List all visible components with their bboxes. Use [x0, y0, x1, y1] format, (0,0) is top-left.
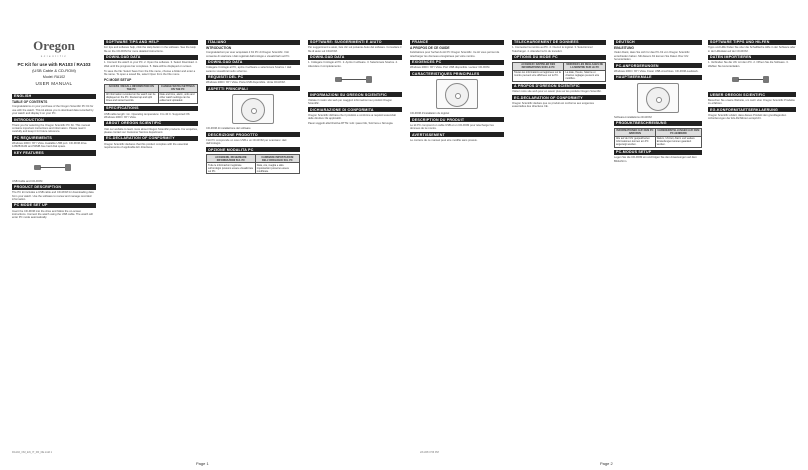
- italiano-header: ITALIANO: [206, 40, 300, 45]
- descrizione-header: DESCRIZIONE PRODOTTO: [206, 132, 300, 137]
- user-manual-title: USER MANUAL: [35, 81, 73, 86]
- table-cell: La date, l'heure, l'alarme et d'autres reglages peuvent etre modifies.: [564, 70, 606, 81]
- figure-caption: CD-ROM di installazione del software: [206, 127, 251, 131]
- software-tips-header: SOFTWARE TIPS AND HELP: [104, 40, 198, 45]
- column-deutsch-tips: [708, 38, 796, 122]
- table-cell: Data, ora, sveglia e altre impostazioni possono essere modificate.: [255, 163, 299, 174]
- ec-declaration-fr-header: EC-DECLARATION OF CONFORMITY: [512, 95, 606, 100]
- hauptmerkmale-header: HAUPTMERKMALE: [614, 75, 702, 80]
- column-deutsch: [614, 38, 702, 165]
- cd-illustration-fr: [436, 79, 478, 109]
- body-text: For tips and software help, click the Help button in the software. See the Help file on the CD-ROM for more detailed instructions.: [104, 46, 196, 53]
- table-cell: Alle auf der Uhr gespeicherten Informationen konnen am PC angezeigt werden.: [615, 136, 656, 147]
- column-french-tips: [512, 38, 606, 110]
- body-text: Paesi soggetti alla Direttiva RTTE: tutti i paesi UE, Svizzera e Norvegia.: [308, 122, 394, 125]
- body-text: Collegare l'orologio al PC, aprire il software e selezionare Scarica. I dati saranno visualizzati sullo schermo.: [206, 66, 292, 73]
- body-text: Il kit PC comprende un cavo USB e un CD-ROM per scaricare i dati dall'orologio.: [206, 138, 287, 146]
- requisiti-header: REQUISITI DEL PC: [206, 75, 300, 80]
- deutsch-tips-header: SOFTWARE TIPPS UND HILFEN: [708, 40, 796, 45]
- column-italiano-tips: [308, 38, 402, 127]
- daten-import-header: DATEN IMPORTIEREN: [708, 55, 796, 60]
- column-english-intro: [12, 92, 96, 221]
- body-text: Le kit PC comprend un cable USB et un CD-ROM pour telecharger les donnees de la montre.: [410, 123, 494, 131]
- table-header-col1-de: INFORMATIONEN AUF DEM PC ABRUFEN: [616, 129, 654, 136]
- pc-modus-header: PC-MODUS SETUP: [614, 150, 702, 155]
- pc-mode-table: [104, 84, 198, 104]
- body-text: Felicitations pour l'achat du kit PC Oregon Scientific. Ce kit vous permet de telecharger les donnees enregistrees par votre montre.: [410, 51, 500, 58]
- pc-mode-table-de: [614, 128, 702, 148]
- introduzione-sub: INTRODUCTION: [206, 46, 232, 51]
- body-text: 1. Collegare l'orologio al PC. 2. Aprire il software. 3. Selezionare Scarica. 4. Attendere il completamento.: [308, 61, 398, 68]
- body-text: Visitez notre site web pour en savoir plus sur les produits Oregon Scientific.: [512, 90, 602, 94]
- body-text: Congratulazioni per aver acquistato il Kit PC di Oregon Scientific. Il kit consente di scaricare i dati registrati dall'orologio e visualizzarli sul PC.: [206, 51, 291, 58]
- produkt-header: PRODUKTBESCHREIBUNG: [614, 121, 702, 126]
- table-header-col1-it: ACCEDERE, RICHIAMARE INFORMAZIONI SUL PC: [207, 155, 256, 163]
- print-code-left: RA102_OM_EN_IT_FR_DE.indd 1: [12, 451, 53, 454]
- body-text: Thank you for selecting the Oregon Scientific PC Kit. This manual contains important instructions and information. Please read it carefully and keep it for future reference.: [12, 123, 90, 134]
- deutsch-header: DEUTSCH: [614, 40, 702, 45]
- options-fr-header: OPTIONS DU MODE PC: [512, 55, 606, 60]
- table-cell: Tutte le informazioni registrate sull'orologio possono essere visualizzate sul PC.: [207, 163, 256, 174]
- figure-caption: CD-ROM d'installation du logiciel: [410, 112, 450, 116]
- print-code-right: 2/11/08 3:56 PM: [420, 451, 439, 454]
- french-tips-header: TELECHARGEMENT DE DONNEES: [512, 40, 606, 45]
- body-text: Insert the CD-ROM into the drive and follow the on-screen instructions. Connect the watch using the USB cable. The watch will enter PC mode automatically.: [12, 209, 93, 220]
- opzione-header: OPZIONE MODALITA PC: [206, 147, 300, 152]
- body-text: Windows 2000 / XP / Vista. Available USB port. CD-ROM drive. 128MB RAM and 50MB free hard disk space.: [12, 142, 88, 149]
- table-cell: Datum, Uhrzeit, Alarm und weitere Einstellungen konnen geandert werden.: [655, 136, 701, 147]
- table-cell: Toutes les informations enregistrees sur la montre peuvent etre affichees sur le PC.: [513, 70, 564, 81]
- english-header: ENGLISH: [12, 94, 96, 99]
- oregon-logo: Oregon: [33, 38, 75, 53]
- body-text: Besuchen Sie unsere Website, um mehr uber Oregon Scientific Produkte zu erfahren.: [708, 98, 795, 106]
- column-italiano: [206, 38, 300, 176]
- table-header-col2-de: UHRENEINSTELLUNGEN AUF DEM PC AENDERN: [655, 128, 701, 136]
- oregon-logo-sub: scientific: [40, 54, 68, 58]
- specifications-header: SPECIFICATIONS: [104, 106, 198, 111]
- body-text: Le contenu de ce manuel peut etre modifie sans preavis.: [410, 138, 478, 142]
- pc-mode-table-it: [206, 154, 300, 174]
- body-text: Windows 2000 / XP / Vista. Freier USB-Anschluss. CD-ROM-Laufwerk.: [614, 69, 699, 73]
- body-text: USB cable length: 1m. Operating temperature: 0 to 40 C. Supported OS: Windows 2000 / XP / Vista.: [104, 112, 191, 119]
- body-text: Tipps und Hilfe finden Sie uber die Schaltflache Hilfe in der Software oder in der Hilfedatei auf der CD-ROM.: [708, 46, 796, 53]
- download-data-header: DOWNLOAD DATA: [104, 55, 198, 60]
- body-text: The PC kit includes a USB cable and CD-ROM for downloading data from your watch. Use the software to review and manage recorded information.: [12, 191, 94, 201]
- pc-mode-setup-sub: PC MODE SETUP: [104, 77, 132, 82]
- body-text: Vielen Dank, dass Sie sich fur das PC-Kit von Oregon Scientific entschieden haben. Mit diesem Kit konnen Sie Daten Ihrer Uhr herunterladen.: [614, 51, 690, 61]
- body-text: Visit our website to learn more about Oregon Scientific products. For enquiries, please contact our Customer Service department.: [104, 127, 198, 134]
- model-line-2: (USB Cable & CD-ROM): [32, 68, 76, 73]
- avis-header: AVERTISSEMENT: [410, 132, 504, 137]
- download-header-it2: DOWNLOAD DATA: [308, 55, 402, 60]
- cd-illustration-it: [232, 94, 274, 124]
- usb-cable-illustration-de: [732, 71, 772, 89]
- apropos-sub: A PROPOS DE CE GUIDE: [410, 46, 450, 51]
- body-text: Windows 2000 / XP / Vista. Port USB disponible. Lecteur CD-ROM.: [410, 66, 491, 70]
- cd-illustration-de: [637, 83, 679, 113]
- table-header-col2-it: CAMBIARE IMPOSTAZIONI DELL'OROLOGIO SUL PC: [255, 155, 299, 163]
- konformitaet-header: EG-KONFORMITAETSERKLAERUNG: [708, 107, 796, 112]
- product-description-header: PRODUCT DESCRIPTION: [12, 184, 96, 189]
- toc-heading: TABLE OF CONTENTS: [12, 100, 48, 105]
- body-text: 1. Verbinden Sie die Uhr mit dem PC. 2. Offnen Sie die Software. 3. Wahlen Sie Herunterladen.: [708, 61, 789, 68]
- table-header-col2: CHANGE WATCH SETTINGS ON THE PC: [158, 84, 197, 92]
- body-text: To save the file: Select Save from the File menu, choose a folder and enter a file name. To open a saved file, select Open from the File menu.: [104, 69, 196, 76]
- ec-declaration-header: EC-DECLARATION OF CONFORMITY: [104, 136, 198, 141]
- brand-block: [12, 38, 96, 86]
- figure-caption: USB Cable and CD-ROM: [12, 179, 43, 183]
- italiano-tips-header: SOFTWARE: SUGGERIMENTI E AIUTO: [308, 40, 402, 45]
- pc-anforderungen-header: PC-ANFORDERUNGEN: [614, 63, 702, 68]
- key-features-header: KEY FEATURES: [12, 150, 96, 155]
- body-text: Legen Sie die CD-ROM ein und folgen Sie den Anweisungen auf dem Bildschirm.: [614, 156, 697, 163]
- download-header-it: DOWNLOAD DATA: [206, 60, 300, 65]
- body-text: Windows 2000 / XP / Vista. Porta USB disponibile. Unita CD-ROM.: [206, 81, 286, 85]
- body-text: Oregon Scientific erklart, dass dieses Produkt den grundlegenden Anforderungen der EG-Richtlinien entspricht.: [708, 113, 787, 121]
- body-text: Congratulations on your purchase of the Oregon Scientific PC Kit for use with the watch. This kit allows you to download data recorded by your watch and display it on your PC.: [12, 105, 94, 115]
- body-text: Oregon Scientific dichiara che il prodotto e conforme ai requisiti essenziali delle direttive CE applicabili.: [308, 113, 396, 121]
- page-number-1: Page 1: [196, 461, 209, 466]
- description-fr-header: DESCRIPTION DU PRODUIT: [410, 117, 504, 122]
- usb-cable-illustration-it: [335, 71, 375, 89]
- pc-mode-setup-header: PC MODE SET UP: [12, 203, 96, 208]
- figure-caption: Software-Installations-CD-ROM: [614, 115, 652, 119]
- pc-requirements-header: PC REQUIREMENTS: [12, 135, 96, 140]
- aspetti-header: ASPETTI PRINCIPALI: [206, 86, 300, 91]
- body-text: 1. Connectez la montre au PC. 2. Ouvrez le logiciel. 3. Selectionnez Telecharger. 4. Attendez la fin du transfert.: [512, 46, 593, 53]
- table-header-col1-fr: ACCEDER / RAPPELER DES INFORMATIONS SUR LE PC: [513, 62, 564, 70]
- a-propos-os-header: A PROPOS D'OREGON SCIENTIFIC: [512, 84, 606, 89]
- model-number: Model: RA102: [42, 75, 66, 79]
- dichiarazione-header: DICHIARAZIONE DI CONFORMITA: [308, 107, 402, 112]
- french-header: FRANCE: [410, 40, 504, 45]
- body-text: Oregon Scientific declare que ce produit est conforme aux exigences essentielles des directives CE.: [512, 101, 595, 109]
- exigences-header: EXIGENCES PC: [410, 60, 504, 65]
- einleitung-sub: EINLEITUNG: [614, 46, 634, 51]
- ueber-header: UEBER OREGON SCIENTIFIC: [708, 92, 796, 97]
- model-line: PC Kit for use with RA103 / RA103: [17, 62, 91, 67]
- pc-mode-table-fr: [512, 62, 606, 82]
- body-text: Per suggerimenti e aiuto, fare clic sul pulsante Aiuto del software. Consultare il file di aiuto sul CD-ROM.: [308, 46, 402, 53]
- caracteristiques-header: CARACTERISTIQUES PRINCIPALES: [410, 71, 504, 76]
- usb-cable-illustration: [34, 159, 74, 177]
- body-text: Oregon Scientific declares that this product complies with the essential requirements of applicable EC directives.: [104, 142, 188, 149]
- table-header-col2-fr: MODIFIER LES REGLAGES DE LA MONTRE SUR LE PC: [564, 62, 606, 70]
- introduction-header: INTRODUCTION: [12, 117, 96, 122]
- table-cell: All information recorded on the watch can be displayed on the PC. Review lap and split times and stored records.: [105, 92, 159, 103]
- informazioni-header: INFORMAZIONI SU OREGON SCIENTIFIC: [308, 92, 402, 97]
- table-cell: Date and time, alarm, units and other watch settings can be edited and uploaded.: [158, 92, 197, 103]
- page-number-2: Page 2: [600, 461, 613, 466]
- body-text: Visitate il nostro sito web per maggiori informazioni sui prodotti Oregon Scientific.: [308, 98, 393, 106]
- column-software-tips: [104, 38, 198, 151]
- column-french: [410, 38, 504, 144]
- table-header-col1: ACCESS / RECALL INFORMATION ON THE PC: [105, 84, 159, 92]
- about-oregon-header: ABOUT OREGON SCIENTIFIC: [104, 121, 198, 126]
- body-text: 1. Connect the watch to your PC. 2. Open the software. 3. Select Download. 4. Wait until the progress bar completes. 5. Data will be displayed on screen.: [104, 61, 198, 68]
